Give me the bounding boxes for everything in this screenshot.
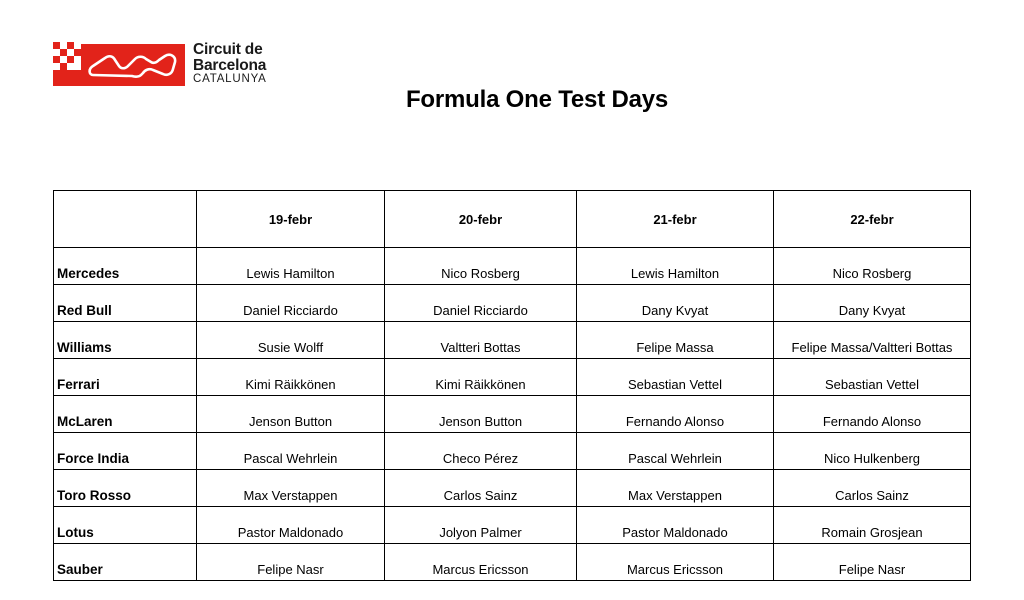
driver-cell: Romain Grosjean <box>774 507 971 544</box>
driver-cell: Pascal Wehrlein <box>577 433 774 470</box>
driver-cell: Lewis Hamilton <box>197 248 385 285</box>
table-row <box>54 396 971 433</box>
driver-cell: Kimi Räikkönen <box>385 359 577 396</box>
driver-cell: Pastor Maldonado <box>577 507 774 544</box>
logo-text-line2: Barcelona <box>193 56 267 74</box>
driver-cell: Daniel Ricciardo <box>385 285 577 322</box>
header-corner-cell <box>54 191 197 248</box>
test-days-table <box>53 190 971 581</box>
table-row <box>54 507 971 544</box>
driver-cell: Felipe Nasr <box>197 544 385 581</box>
table-row <box>54 544 971 581</box>
driver-cell: Felipe Massa/Valtteri Bottas <box>774 322 971 359</box>
driver-cell: Valtteri Bottas <box>385 322 577 359</box>
driver-cell: Pastor Maldonado <box>197 507 385 544</box>
driver-cell: Nico Rosberg <box>385 248 577 285</box>
team-name-cell: Red Bull <box>54 285 197 322</box>
driver-cell: Max Verstappen <box>197 470 385 507</box>
table-row <box>54 322 971 359</box>
team-name-cell: Williams <box>54 322 197 359</box>
driver-cell: Nico Rosberg <box>774 248 971 285</box>
team-name-cell: Sauber <box>54 544 197 581</box>
header-date-cell: 19-febr <box>197 191 385 248</box>
driver-cell: Jolyon Palmer <box>385 507 577 544</box>
team-name-cell: Ferrari <box>54 359 197 396</box>
table-row <box>54 248 971 285</box>
driver-cell: Felipe Massa <box>577 322 774 359</box>
header-date-cell: 21-febr <box>577 191 774 248</box>
driver-cell: Sebastian Vettel <box>774 359 971 396</box>
header-date-cell: 20-febr <box>385 191 577 248</box>
logo-text-line3: CATALUNYA <box>193 73 267 86</box>
driver-cell: Marcus Ericsson <box>577 544 774 581</box>
table-row <box>54 285 971 322</box>
driver-cell: Sebastian Vettel <box>577 359 774 396</box>
driver-cell: Dany Kvyat <box>774 285 971 322</box>
page-title: Formula One Test Days <box>405 86 669 113</box>
driver-cell: Susie Wolff <box>197 322 385 359</box>
driver-cell: Marcus Ericsson <box>385 544 577 581</box>
driver-cell: Jenson Button <box>385 396 577 433</box>
driver-cell: Lewis Hamilton <box>577 248 774 285</box>
driver-cell: Pascal Wehrlein <box>197 433 385 470</box>
team-name-cell: Mercedes <box>54 248 197 285</box>
circuit-logo <box>53 42 267 86</box>
header-row <box>54 191 971 248</box>
driver-cell: Fernando Alonso <box>774 396 971 433</box>
team-name-cell: Force India <box>54 433 197 470</box>
circuit-track-logo-icon <box>53 42 185 86</box>
table-row <box>54 470 971 507</box>
team-name-cell: McLaren <box>54 396 197 433</box>
team-name-cell: Lotus <box>54 507 197 544</box>
driver-cell: Kimi Räikkönen <box>197 359 385 396</box>
driver-cell: Fernando Alonso <box>577 396 774 433</box>
driver-cell: Jenson Button <box>197 396 385 433</box>
driver-cell: Checo Pérez <box>385 433 577 470</box>
driver-cell: Daniel Ricciardo <box>197 285 385 322</box>
driver-cell: Dany Kvyat <box>577 285 774 322</box>
driver-cell: Felipe Nasr <box>774 544 971 581</box>
driver-cell: Carlos Sainz <box>774 470 971 507</box>
table-row <box>54 359 971 396</box>
driver-cell: Max Verstappen <box>577 470 774 507</box>
header-date-cell: 22-febr <box>774 191 971 248</box>
driver-cell: Carlos Sainz <box>385 470 577 507</box>
driver-cell: Nico Hulkenberg <box>774 433 971 470</box>
logo-text-line1: Circuit de <box>193 41 263 59</box>
table-row <box>54 433 971 470</box>
team-name-cell: Toro Rosso <box>54 470 197 507</box>
